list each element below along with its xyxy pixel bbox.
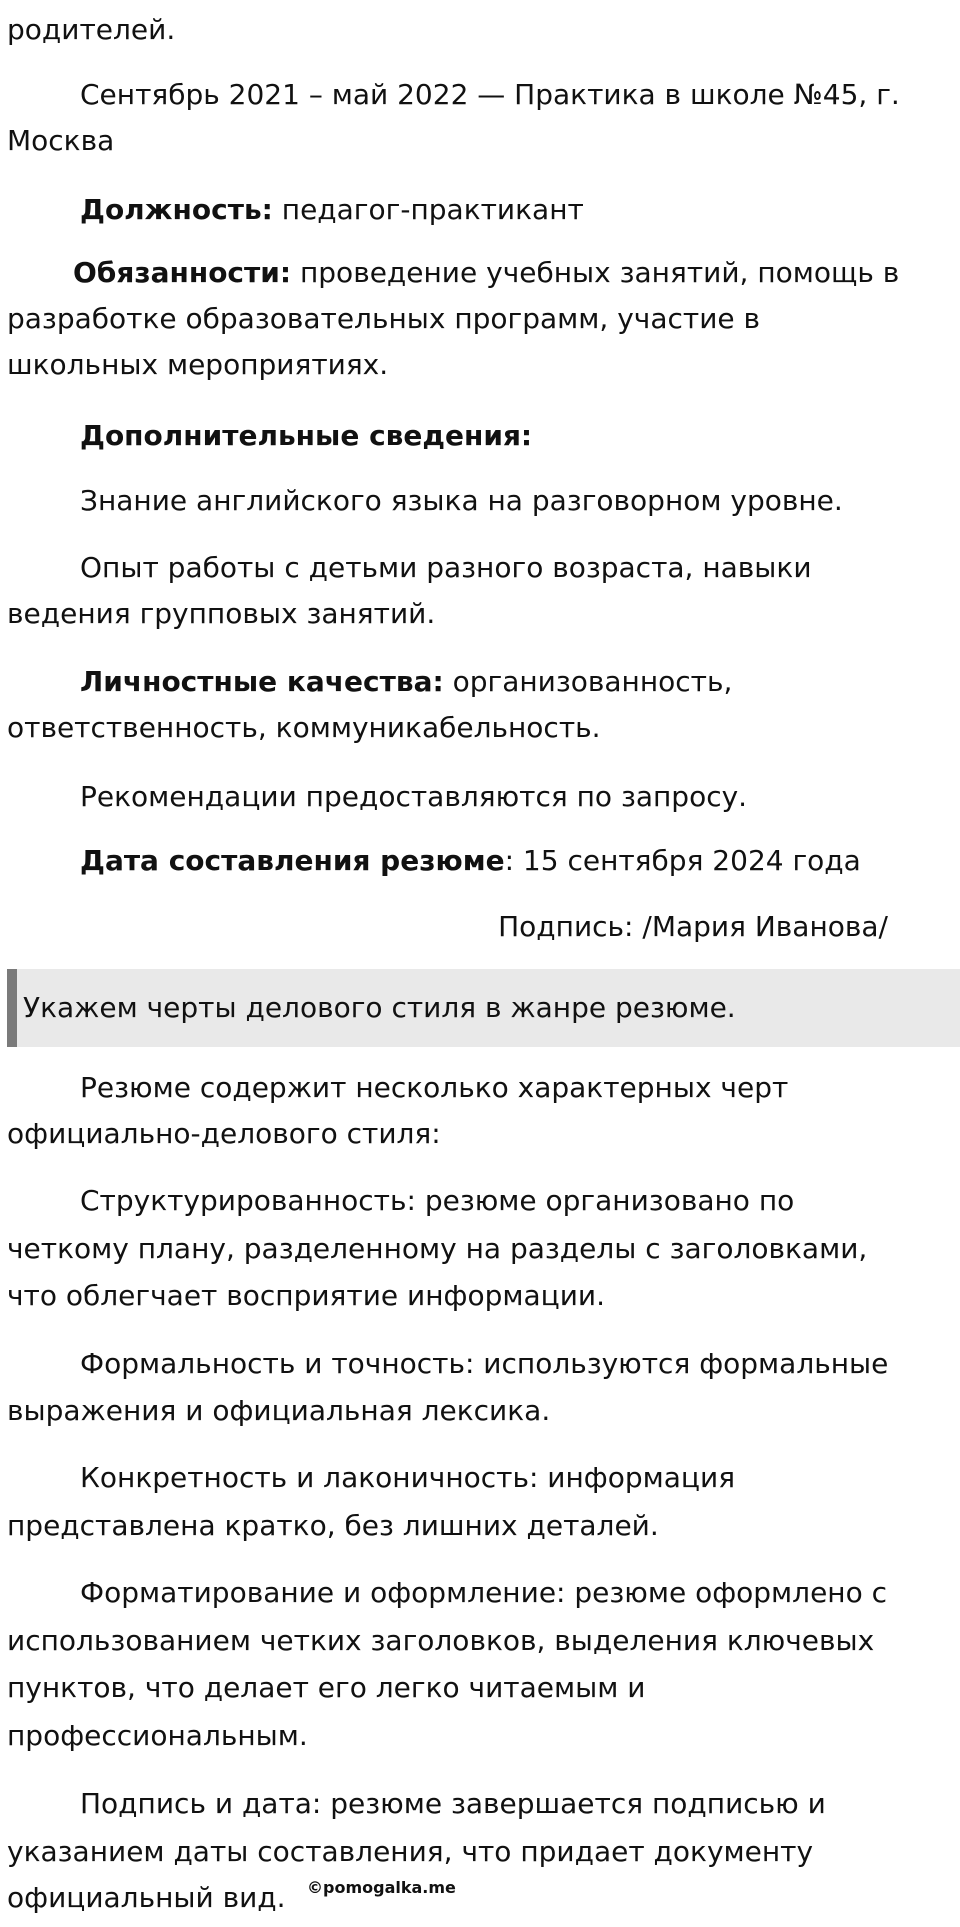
extra-info-heading: Дополнительные сведения: [80,419,533,452]
duties-line-continued: разработке образовательных программ, участие в [7,302,761,335]
answer-intro: Резюме содержит несколько характерных черт [80,1071,789,1104]
qualities-text: организованность, [443,665,733,698]
concise-point-continued: представлена кратко, без лишних деталей. [7,1509,659,1542]
formality-point-continued: выражения и официальная лексика. [7,1394,551,1427]
format-point-continued: использованием четких заголовков, выделения ключевых [7,1624,875,1657]
structure-point: Структурированность: резюме организовано по [80,1184,795,1217]
format-point-continued: пунктов, что делает его легко читаемым и [7,1671,646,1704]
position-value: педагог-практикант [272,193,584,226]
signature-point-continued: официальный вид. [7,1881,286,1914]
concise-point: Конкретность и лаконичность: информация [80,1461,736,1494]
english-skill-line: Знание английского языка на разговорном уровне. [80,484,843,517]
signature-line: Подпись: /Мария Иванова/ [498,910,888,943]
duties-text: проведение учебных занятий, помощь в [291,256,900,289]
text-line: родителей. [7,13,176,46]
resume-date-line [7,838,957,884]
position-label: Должность: [80,193,273,226]
callout-accent-bar [7,969,17,1047]
signature-point: Подпись и дата: резюме завершается подписью и [80,1787,826,1820]
resume-date-label: Дата составления резюме [80,844,505,877]
formality-point: Формальность и точность: используются формальные [80,1347,889,1380]
structure-point-continued: четкому плану, разделенному на разделы с заголовками, [7,1232,868,1265]
practice-line-continued: Москва [7,124,115,157]
format-point: Форматирование и оформление: резюме оформлено с [80,1576,888,1609]
practice-line: Сентябрь 2021 – май 2022 — Практика в школе №45, г. [80,78,900,111]
qualities-line [7,659,957,705]
duties-line [7,250,957,296]
answer-intro-continued: официально-делового стиля: [7,1117,441,1150]
children-experience-line-continued: ведения групповых занятий. [7,597,436,630]
duties-label: Обязанности: [73,256,292,289]
resume-date-value: : 15 сентября 2024 года [504,844,861,877]
duties-line-continued: школьных мероприятиях. [7,348,389,381]
callout-text: Укажем черты делового стиля в жанре резюме. [23,991,736,1024]
qualities-line-continued: ответственность, коммуникабельность. [7,711,601,744]
structure-point-continued: что облегчает восприятие информации. [7,1279,606,1312]
format-point-continued: профессиональным. [7,1719,308,1752]
qualities-label: Личностные качества: [80,665,444,698]
signature-point-continued: указанием даты составления, что придает документу [7,1835,814,1868]
recommendations-line: Рекомендации предоставляются по запросу. [80,780,748,813]
children-experience-line: Опыт работы с детьми разного возраста, навыки [80,551,812,584]
position-line [7,187,957,233]
task-callout [7,969,960,1047]
watermark: ©pomogalka.me [307,1878,456,1897]
